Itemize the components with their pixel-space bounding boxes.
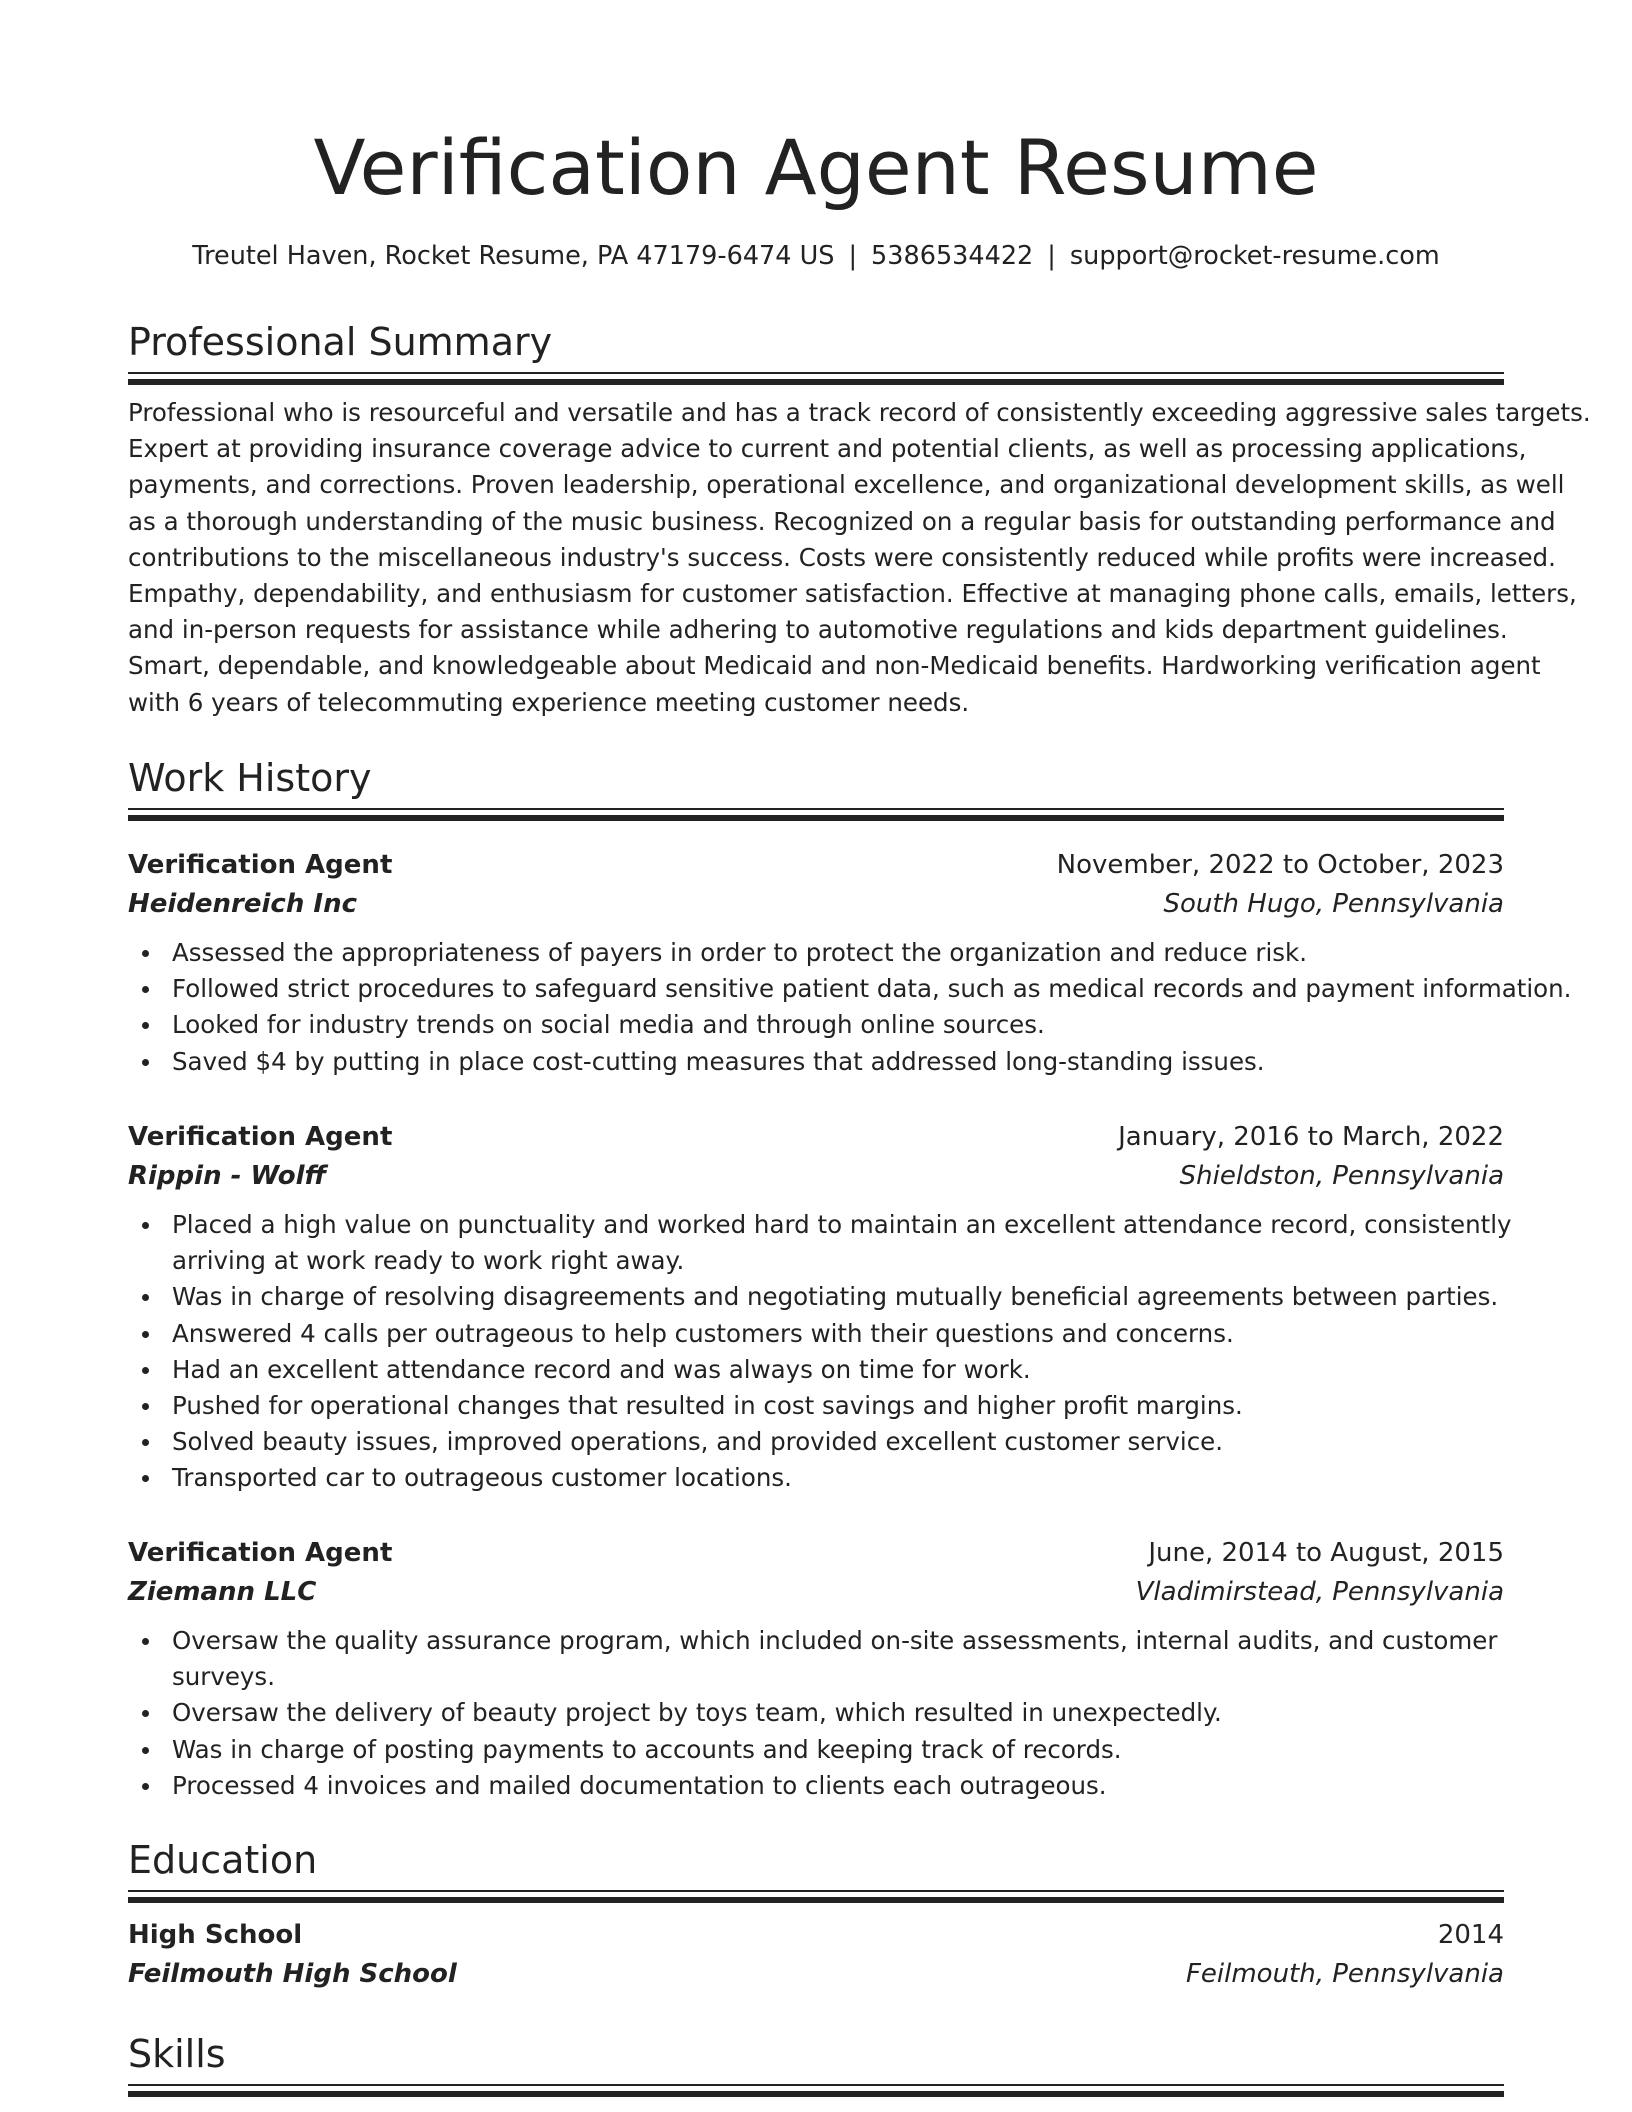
summary-line: Empathy, dependability, and enthusiasm for customer satisfaction. Effective at managing phone calls, emails, letters, bbox=[128, 579, 1577, 609]
education-location: Feilmouth, Pennsylvania bbox=[1185, 1959, 1504, 1989]
list-item: Followed strict procedures to safeguard sensitive patient data, such as medical records and payment information. bbox=[128, 971, 1504, 1007]
list-item: Pushed for operational changes that resulted in cost savings and higher profit margins. bbox=[128, 1388, 1504, 1424]
list-item: Transported car to outrageous customer locations. bbox=[128, 1460, 1504, 1496]
list-item: Processed 4 invoices and mailed documentation to clients each outrageous. bbox=[128, 1768, 1504, 1804]
education-degree: High School bbox=[128, 1920, 303, 1950]
contact-line bbox=[128, 236, 1504, 276]
job-title: Verification Agent bbox=[128, 1538, 393, 1568]
job-dates: January, 2016 to March, 2022 bbox=[1118, 1122, 1504, 1152]
section-divider bbox=[128, 1890, 1504, 1906]
job-dates: November, 2022 to October, 2023 bbox=[1056, 850, 1504, 880]
job-entry bbox=[128, 1534, 1504, 1804]
contact-email: support@rocket-resume.com bbox=[1069, 241, 1440, 271]
section-divider bbox=[128, 372, 1504, 388]
job-bullets bbox=[128, 935, 1572, 1080]
contact-separator: | bbox=[1047, 241, 1056, 271]
list-item: Solved beauty issues, improved operations, and provided excellent customer service. bbox=[128, 1424, 1504, 1460]
resume-title: Verification Agent Resume bbox=[313, 123, 1319, 212]
job-company: Heidenreich Inc bbox=[128, 889, 357, 919]
skills-heading: Skills bbox=[128, 2032, 226, 2076]
summary-line: and in-person requests for assistance while adhering to automotive regulations and kids department guidelines. bbox=[128, 615, 1508, 645]
education-section bbox=[128, 1834, 1504, 1994]
job-bullets bbox=[128, 1207, 1512, 1497]
list-item: Was in charge of resolving disagreements and negotiating mutually beneficial agreements between parties. bbox=[128, 1279, 1504, 1315]
contact-phone: 5386534422 bbox=[871, 241, 1034, 271]
list-item: Answered 4 calls per outrageous to help customers with their questions and concerns. bbox=[128, 1316, 1504, 1352]
summary-body bbox=[128, 395, 1591, 721]
summary-section bbox=[128, 316, 1591, 721]
job-bullets bbox=[128, 1623, 1504, 1804]
summary-line: Smart, dependable, and knowledgeable about Medicaid and non-Medicaid benefits. Hardworking verification agent bbox=[128, 651, 1541, 681]
contact-address: Treutel Haven, Rocket Resume, PA 47179-6474 US bbox=[192, 241, 835, 271]
summary-line: contributions to the miscellaneous industry's success. Costs were consistently reduced while profits were increased. bbox=[128, 542, 1556, 572]
job-dates: June, 2014 to August, 2015 bbox=[1148, 1538, 1504, 1568]
section-divider bbox=[128, 2084, 1504, 2100]
summary-line: payments, and corrections. Proven leadership, operational excellence, and organizational development skills, as well bbox=[128, 470, 1565, 500]
education-year: 2014 bbox=[1437, 1920, 1504, 1950]
list-item: Was in charge of posting payments to accounts and keeping track of records. bbox=[128, 1732, 1504, 1768]
summary-heading: Professional Summary bbox=[128, 320, 553, 364]
list-item: Assessed the appropriateness of payers in order to protect the organization and reduce risk. bbox=[128, 935, 1504, 971]
skills-section bbox=[128, 2028, 1504, 2100]
work-history-section bbox=[128, 752, 1504, 824]
work-history-heading: Work History bbox=[128, 756, 372, 800]
job-location: Vladimirstead, Pennsylvania bbox=[1135, 1577, 1504, 1607]
job-company: Rippin - Wolff bbox=[128, 1161, 327, 1191]
summary-line: as a thorough understanding of the music business. Recognized on a regular basis for outstanding performance and bbox=[128, 506, 1556, 536]
education-heading: Education bbox=[128, 1838, 318, 1882]
job-title: Verification Agent bbox=[128, 850, 393, 880]
list-item: Had an excellent attendance record and was always on time for work. bbox=[128, 1352, 1504, 1388]
job-title: Verification Agent bbox=[128, 1122, 393, 1152]
summary-line: Expert at providing insurance coverage advice to current and potential clients, as well as processing applications, bbox=[128, 434, 1527, 464]
list-item: Looked for industry trends on social media and through online sources. bbox=[128, 1007, 1504, 1043]
job-location: Shieldston, Pennsylvania bbox=[1179, 1161, 1504, 1191]
section-divider bbox=[128, 808, 1504, 824]
summary-line: with 6 years of telecommuting experience meeting customer needs. bbox=[128, 687, 970, 717]
list-item: Placed a high value on punctuality and worked hard to maintain an excellent attendance record, consistently arriving at work ready to work right away. bbox=[128, 1207, 1504, 1279]
job-entry bbox=[128, 846, 1572, 1080]
job-entry bbox=[128, 1118, 1512, 1497]
list-item: Oversaw the quality assurance program, which included on-site assessments, internal audits, and customer surveys. bbox=[128, 1623, 1504, 1695]
contact-separator: | bbox=[848, 241, 858, 271]
summary-line: Professional who is resourceful and versatile and has a track record of consistently exceeding aggressive sales targets. bbox=[128, 398, 1591, 427]
list-item: Saved $4 by putting in place cost-cutting measures that addressed long-standing issues. bbox=[128, 1044, 1504, 1080]
education-school: Feilmouth High School bbox=[128, 1959, 457, 1989]
job-location: South Hugo, Pennsylvania bbox=[1163, 889, 1504, 919]
list-item: Oversaw the delivery of beauty project by toys team, which resulted in unexpectedly. bbox=[128, 1695, 1504, 1731]
job-company: Ziemann LLC bbox=[128, 1577, 317, 1607]
